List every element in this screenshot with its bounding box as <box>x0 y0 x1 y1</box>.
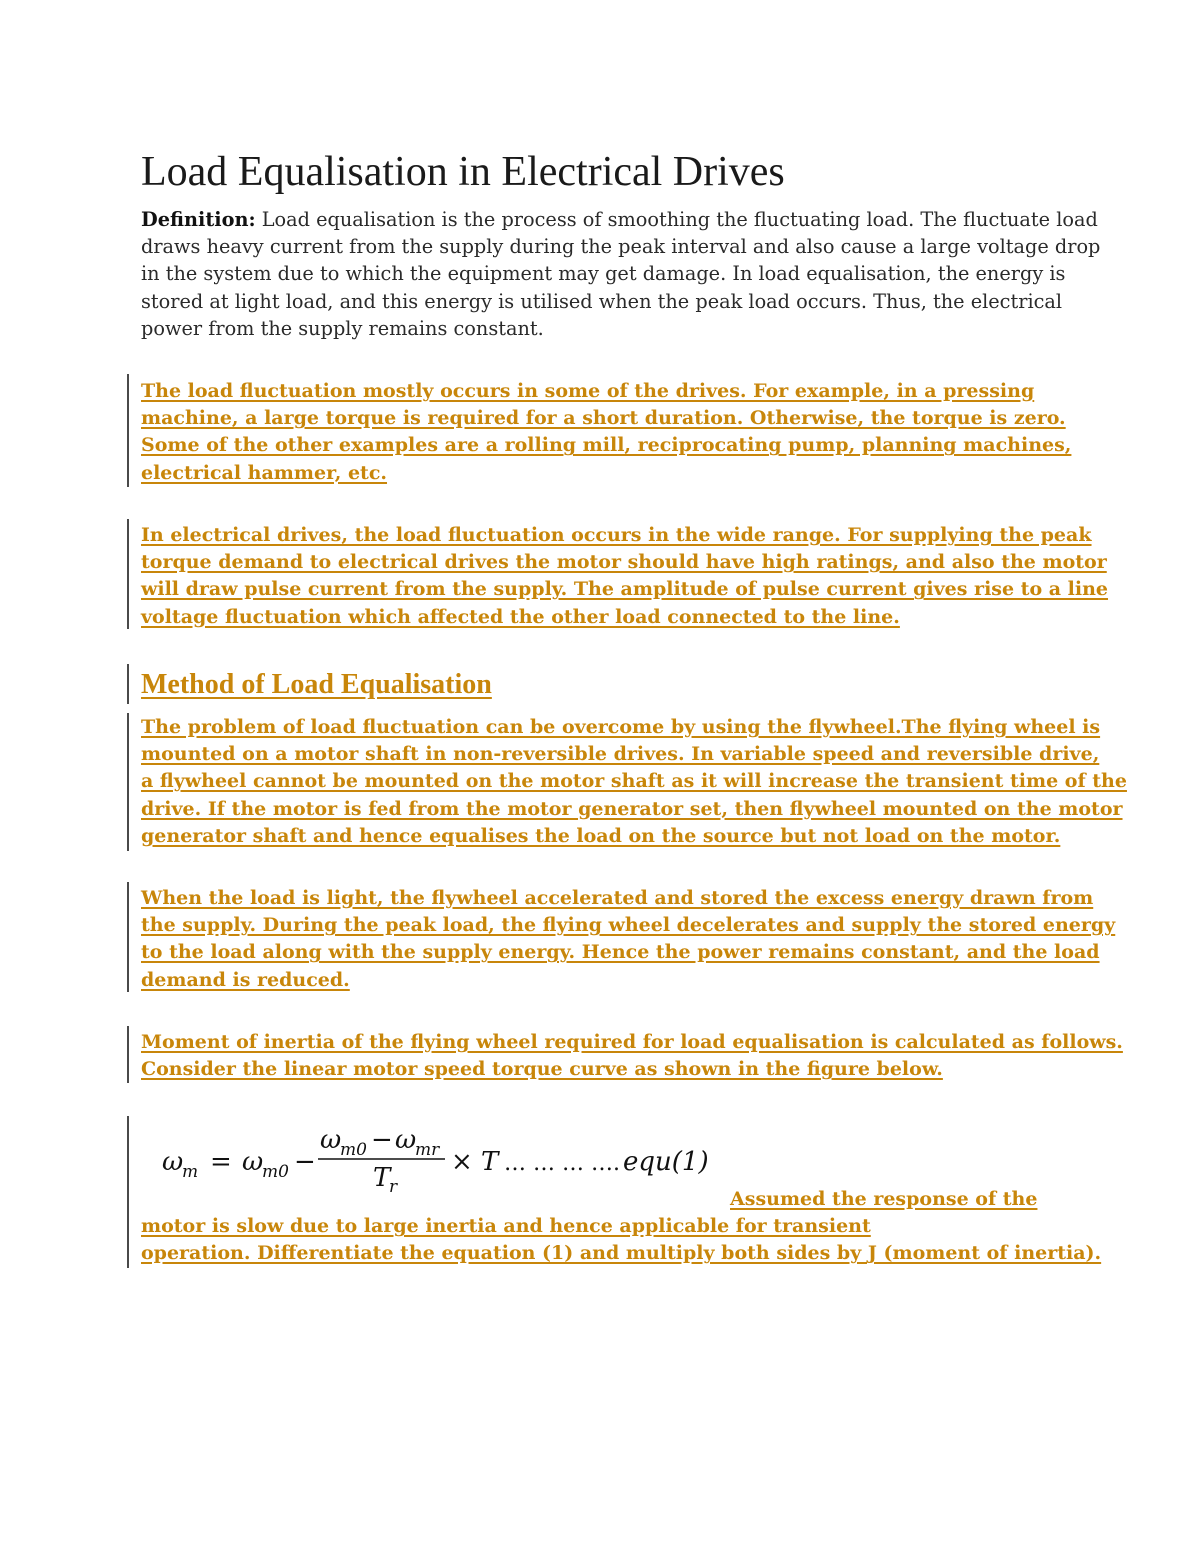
paragraph-line: voltage fluctuation which affected the other load connected to the line. <box>141 605 900 628</box>
equation-numerator-term: ω <box>320 1125 342 1155</box>
equation-term-subscript: m0 <box>262 1162 289 1182</box>
equation-equals: = <box>210 1147 232 1177</box>
equation-1 <box>160 1122 730 1192</box>
section-heading: Method of Load Equalisation <box>141 669 492 700</box>
paragraph-line: operation. Differentiate the equation (1) and multiply both sides by J (moment of inertia). <box>141 1242 1102 1265</box>
assumed-response-paragraph <box>141 1186 1102 1268</box>
change-bar <box>127 664 129 704</box>
change-bar <box>127 374 129 487</box>
equation-lhs-subscript: m <box>182 1162 199 1182</box>
equation-numerator-subscript: m0 <box>340 1140 367 1160</box>
equation-denominator-subscript: r <box>389 1177 398 1192</box>
flywheel-paragraph <box>141 714 1127 850</box>
paragraph-line: Moment of inertia of the flying wheel required for load equalisation is calculated as follows. <box>141 1031 1123 1053</box>
paragraph-line: the supply. During the peak load, the flying wheel decelerates and supply the stored energy <box>141 914 1116 937</box>
change-bar <box>127 713 129 851</box>
paragraph-line: will draw pulse current from the supply. The amplitude of pulse current gives rise to a line <box>141 578 1109 601</box>
moment-of-inertia-paragraph <box>141 1029 1123 1083</box>
definition-line: stored at light load, and this energy is utilised when the peak load occurs. Thus, the electrical <box>141 289 1063 313</box>
paragraph-line: In electrical drives, the load fluctuation occurs in the wide range. For supplying the peak <box>141 524 1092 546</box>
equation-denominator: T <box>373 1163 391 1192</box>
definition-line: power from the supply remains constant. <box>141 316 544 340</box>
light-load-paragraph <box>141 885 1116 994</box>
equation-minus: − <box>294 1147 316 1177</box>
definition-line: draws heavy current from the supply during the peak interval and also cause a large voltage drop <box>141 235 1101 259</box>
paragraph-line: When the load is light, the flywheel accelerated and stored the excess energy drawn from <box>141 887 1094 909</box>
change-bar <box>127 519 129 629</box>
paragraph-line: machine, a large torque is required for a short duration. Otherwise, the torque is zero. <box>141 407 1066 430</box>
paragraph-line: demand is reduced. <box>141 968 350 991</box>
equation-numerator-subscript: mr <box>415 1140 440 1160</box>
paragraph-line: Some of the other examples are a rolling mill, reciprocating pump, planning machines, <box>141 434 1072 457</box>
equation-numerator-term: ω <box>395 1125 417 1155</box>
paragraph-line: mounted on a motor shaft in non-reversible drives. In variable speed and reversible drive, <box>141 743 1100 766</box>
change-bar <box>127 1026 129 1083</box>
equation-dots: … … … …. <box>504 1151 620 1176</box>
page-title: Load Equalisation in Electrical Drives <box>141 149 785 195</box>
wide-range-paragraph <box>141 522 1109 631</box>
paragraph-line: a flywheel cannot be mounted on the motor shaft as it will increase the transient time of the <box>141 770 1127 793</box>
paragraph-line: The problem of load fluctuation can be overcome by using the flywheel.The flying wheel is <box>141 716 1101 738</box>
definition-line: in the system due to which the equipment may get damage. In load equalisation, the energy is <box>141 262 1066 286</box>
definition-paragraph <box>141 206 1101 342</box>
change-bar <box>127 1116 129 1268</box>
paragraph-line: torque demand to electrical drives the motor should have high ratings, and also the motor <box>141 551 1107 574</box>
paragraph-line: electrical hammer, etc. <box>141 461 388 484</box>
definition-line: Load equalisation is the process of smoothing the fluctuating load. The fluctuate load <box>255 208 1098 231</box>
equation-numerator-minus: − <box>371 1125 393 1155</box>
paragraph-line: generator shaft and hence equalises the load on the source but not load on the motor. <box>141 824 1061 847</box>
change-bar <box>127 882 129 992</box>
equation-times-torque: × T <box>451 1147 499 1177</box>
paragraph-line: to the load along with the supply energy. Hence the power remains constant, and the load <box>141 941 1100 964</box>
equation-term: ω <box>242 1147 264 1177</box>
definition-label: Definition: <box>141 208 256 231</box>
paragraph-line: Assumed the response of the <box>730 1188 1038 1210</box>
equation-label: equ(1) <box>623 1147 709 1177</box>
paragraph-line: Consider the linear motor speed torque curve as shown in the figure below. <box>141 1058 943 1081</box>
paragraph-line: motor is slow due to large inertia and hence applicable for transient <box>141 1215 871 1238</box>
paragraph-line: drive. If the motor is fed from the motor generator set, then flywheel mounted on the motor <box>141 797 1123 820</box>
fluctuation-examples-paragraph <box>141 378 1071 487</box>
paragraph-line: The load fluctuation mostly occurs in some of the drives. For example, in a pressing <box>141 380 1035 402</box>
equation-lhs: ω <box>162 1147 184 1177</box>
